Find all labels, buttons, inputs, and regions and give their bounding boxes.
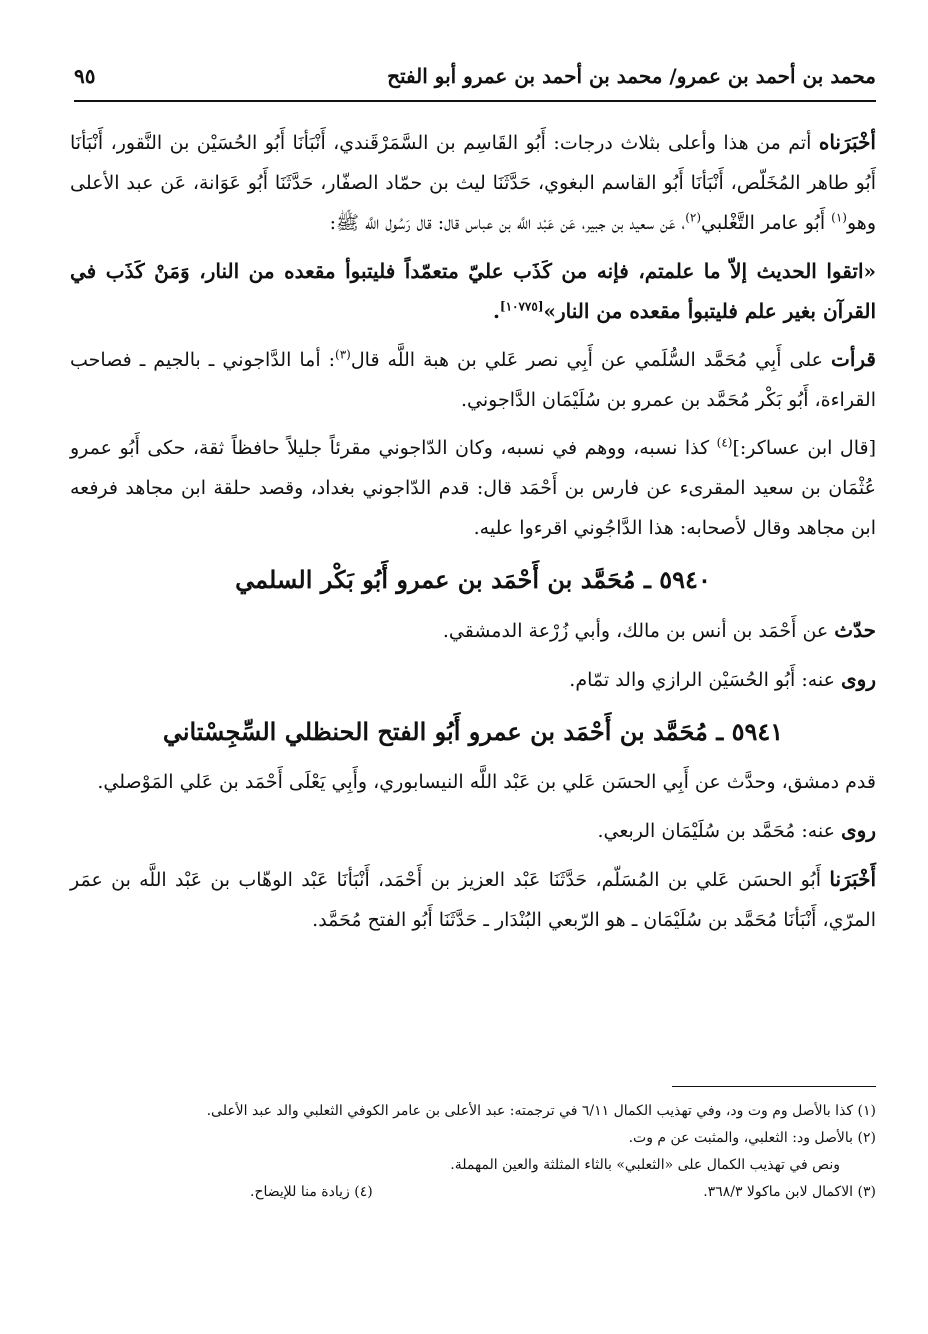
footnote-4-number: (٤) [354,1184,373,1200]
footnote-1 [70,1098,876,1125]
footnote-ref-4: (٤) [716,435,733,450]
hadith-ref: [١٠٧٧٥] [499,299,544,314]
footnote-3 [703,1179,876,1206]
footnote-ref-3: (٣) [335,347,351,362]
entry-5941-rawa [70,810,876,851]
intro-paragraph [70,122,876,243]
haddath-lead: حدّث [834,618,876,642]
footnote-3-text: الاكمال لابن ماكولا ٣٦٨/٣. [703,1184,854,1200]
entry-heading-5941: ٥٩٤١ ـ مُحَمَّد بن أَحْمَد بن عمرو أَبُو الفتح الحنظلي السِّجِسْتاني [162,717,784,746]
footnote-1-text: كذا بالأصل وم وت ود، وفي تهذيب الكمال ٦/١١ في ترجمته: عبد الأعلى بن عامر الكوفي الثعلبي والد عبد الأعلى. [206,1103,854,1119]
rawa-lead: روى [841,667,876,691]
page-number: ٩٥ [74,64,96,88]
entry-heading-5940: ٥٩٤٠ ـ مُحَمَّد بن أَحْمَد بن عمرو أَبُو بَكْر السلمي [235,565,711,594]
hadith-text [70,251,876,331]
ibn-asakir-paragraph [70,428,876,548]
footnotes [70,1098,876,1206]
entry-5940-rawa [70,659,876,700]
footnote-2-continued: ونص في تهذيب الكمال على «الثعلبي» بالثاء المثلثة والعين المهملة. [450,1157,840,1173]
hadith-end: . [492,299,500,323]
footnote-4 [70,1179,373,1206]
footnote-ref-2: (٢) [685,210,702,225]
intro-lead: أخْبَرَناه [818,130,876,154]
intro-text: أتم من هذا وأعلى بثلاث درجات: أَبُو القَاسِم بن السَّمَرْقَندي، أَنْبَأنَا أَبُو الحُسَيْن بن النَّقور، أَنْبَأنَا أَبُو طاهر المُخَلّص، أَنْبَأنَا أَبُو القاسم البغوي، حَدَّثَنَا ليث بن حمّاد الصفّار، حَدَّثَنَا أَبُو عَوَانة، عَن عبد الأعلى وهو [70,132,876,234]
footnote-divider [672,1086,876,1087]
hadith-body: «اتقوا الحديث إلاّ ما علمتم، فإنه من كَذَب عليّ متعمّداً فليتبوأ مقعده من النار، وَمَنْ كَذَب في القرآن بغير علم فليتبوأ مقعده من النار» [70,259,876,323]
intro-text-3: ، عَن سعيد بن جبير، عَن عَبْد اللَّه بن عباس قال: قال رَسُول اللَّه ﷺ: [329,212,686,234]
footnote-row-3-4 [70,1179,876,1206]
entry-5940-haddath [70,610,876,651]
ibn-asakir-text: كذا نسبه، ووهم في نسبه، وكان الدّاجوني مقرئاً جليلاً حافظاً ثقة، حكى أَبُو عمرو عُثْمَان بن سعيد المقرىء عن فارس بن أَحْمَد قال: قدم الدّاجوني بغداد، وقصد حلقة ابن مجاهد فرفعه ابن مجاهد وقال لأصحابه: هذا الدَّاجُوني اقرءوا عليه. [70,437,876,539]
reading-text: على أَبِي مُحَمَّد السُّلَمي عن أَبِي نصر عَلي بن هبة اللَّه قال [350,349,832,371]
entry-5941-akhbarana [70,859,876,940]
footnote-2-number: (٢) [857,1130,876,1146]
ibn-asakir-lead: [قال ابن عساكر:] [732,437,876,459]
entry-5941-text: قدم دمشق، وحدَّث عن أَبِي الحسَن عَلي بن عَبْد اللَّه النيسابوري، وأَبِي يَعْلَى أَحْمَد بن عَلي المَوْصلي. [97,771,876,793]
reading-text-2: : أما الدَّاجوني ـ بالجيم ـ فصاحب القراءة، أَبُو بَكْر مُحَمَّد بن عمرو بن سُلَيْمَان الدَّاجوني. [70,349,876,411]
akhbarana-lead: أَخْبَرَنا [829,867,877,891]
footnote-1-number: (١) [857,1103,876,1119]
akhbarana-text: أَبُو الحسَن عَلي بن المُسَلّم، حَدَّثَنَا عَبْد العزيز بن أَحْمَد، أَنْبَأنَا عَبْد الوهّاب بن عَبْد اللَّه بن عمَر المرّي، أَنْبَأنَا مُحَمَّد بن سُلَيْمَان ـ هو الرّبعي البُنْدَار ـ حَدَّثَنَا أَبُو الفتح مُحَمَّد. [70,869,876,931]
footnote-3-number: (٣) [857,1184,876,1200]
footnote-2-text: بالأصل ود: الثعلبي، والمثبت عن م وت. [628,1130,854,1146]
footnote-4-text: زيادة منا للإيضاح. [250,1184,350,1200]
footnote-2 [70,1125,876,1152]
reading-paragraph [70,339,876,420]
running-header [74,62,876,102]
rawa-lead-5941: روى [841,818,876,842]
header-title: محمد بن أحمد بن عمرو/ محمد بن أحمد بن عمرو أبو الفتح [387,64,876,88]
rawa-text-5941: عنه: مُحَمَّد بن سُلَيْمَان الربعي. [597,820,842,842]
haddath-text: عن أَحْمَد بن أنس بن مالك، وأبي زُرْعة الدمشقي. [442,620,835,642]
reading-lead: قرأت [831,347,876,371]
main-text [70,122,876,948]
intro-text-2: أَبُو عامر التَّغْلبي [701,212,832,234]
rawa-text: عنه: أَبُو الحُسَيْن الرازي والد تمّام. [569,669,842,691]
footnote-ref-1: (١) [831,210,847,225]
